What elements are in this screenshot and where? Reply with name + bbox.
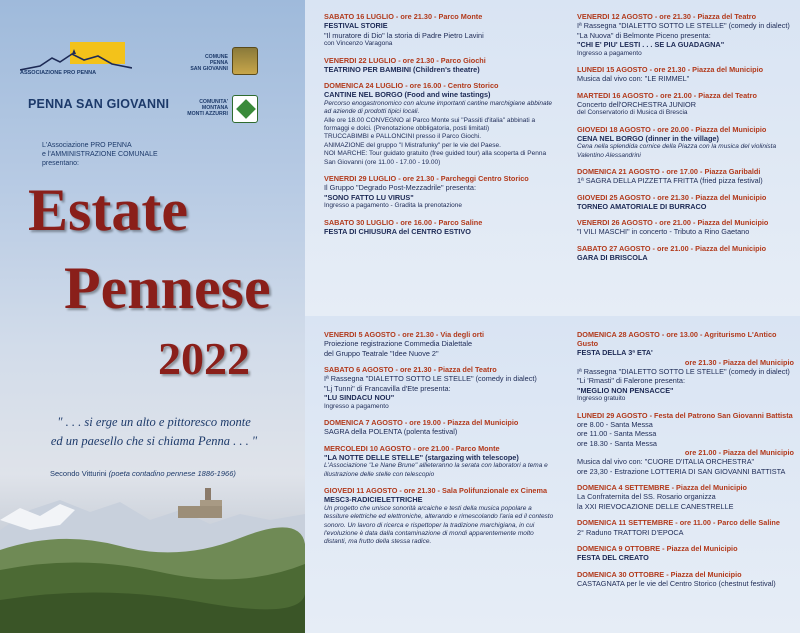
event-line: "La Nuova" di Belmonte Piceno presenta: [577,30,711,40]
event-date: SABATO 27 AGOSTO - ore 21.00 - Piazza del Municipio [577,243,767,253]
event-date: GIOVEDI 25 AGOSTO - ore 21.30 - Piazza del Municipio [577,192,767,202]
event-date: VENERDI 12 AGOSTO - ore 21.30 - Piazza del Teatro [577,12,757,21]
event-date: GIOVEDI 11 AGOSTO - ore 21.30 - Sala Polifunzionale ex Cinema [324,486,548,496]
town-title: PENNA SAN GIOVANNI [28,97,170,111]
event-line: Musica dal vivo con: "CUORE D'ITALIA ORCHESTRA" [577,457,755,467]
cover-panel [0,0,305,633]
event-date: DOMENICA 4 SETTEMBRE - Piazza del Municipio [577,483,748,493]
event-item [324,56,554,75]
event-date: VENERDI 29 LUGLIO - ore 21.30 - Parcheggi Centro Storico [324,174,529,184]
intro-line-2: e l'AMMINISTRAZIONE COMUNALE [42,151,158,159]
event-item [577,244,794,263]
event-date: DOMENICA 11 SETTEMBRE - ore 11.00 - Parco delle Saline [577,518,780,528]
event-date: MARTEDI 16 AGOSTO - ore 21.00 - Piazza del Teatro [577,90,757,100]
event-date: LUNEDI 29 AGOSTO - Festa del Patrono San Giovanni Battista [577,410,793,420]
event-line: ANIMAZIONE del gruppo "I Mistrafunky" per le vie del Paese. [324,141,501,149]
event-line: Ingresso a pagamento [324,402,389,410]
event-line: MESC3-RADICIELETTRICHE [324,495,423,505]
landscape-illustration [0,480,305,633]
event-item [324,218,554,237]
event-line: Proiezione registrazione Commedia Dialettale [324,339,473,349]
event-line: TEATRINO PER BAMBINI (Children's theatre) [324,64,480,74]
poet-credit [50,469,236,478]
event-date: LUNEDI 15 AGOSTO - ore 21.30 - Piazza del Municipio [577,65,764,74]
event-line: Ingresso gratuito [577,395,626,403]
event-line: Il Gruppo "Degrado Post-Mezzadrile" presenta: [324,183,477,193]
quote-line-1: " . . . si erge un alto e pittoresco monte [57,415,251,429]
event-date: VENERDI 5 AGOSTO - ore 21.30 - Via degli orti [324,330,485,339]
intro-text [42,141,242,168]
poet-name: Secondo Vitturini [50,469,107,478]
poem-quote [14,413,294,451]
event-line: ore 23,30 - Estrazione LOTTERIA DI SAN GIOVANNI BATTISTA [577,466,786,476]
intro-line-1: L'Associazione PRO PENNA [42,142,132,149]
association-label: ASSOCIAZIONE PRO PENNA [20,70,97,76]
event-date: DOMENICA 28 AGOSTO - ore 13.00 - Agriturismo L'Antico Gusto [577,330,777,349]
title-estate: Estate [28,177,188,243]
event-date: DOMENICA 30 OTTOBRE - Piazza del Municipio [577,569,742,579]
event-line: del Gruppo Teatrale "Idee Nuove 2" [324,348,439,358]
event-item [324,330,554,358]
event-line: L'Associazione "Le Nane Brune" allieteranno la serata con laboratori a tema e illustrazione delle stelle con telescopio [324,462,548,478]
event-item [577,125,794,160]
event-line: TRUCCABIMBI e PALLONCINI presso il Parco Giochi. [324,133,482,141]
comunita-crest-icon [232,95,258,123]
event-item [324,174,554,211]
event-line: Cena nella splendida cornice della Piazza con la musica del violinista Valentino Alessandrini [577,143,777,159]
event-item [324,486,554,547]
event-item [577,65,794,84]
event-date: SABATO 16 LUGLIO - ore 21.30 - Parco Monte [324,12,483,21]
event-date: DOMENICA 21 AGOSTO - ore 17.00 - Piazza Garibaldi [577,167,761,177]
event-line: Iª Rassegna "DIALETTO SOTTO LE STELLE" (comedy in dialect) [577,366,790,376]
event-item [577,483,794,511]
event-line: CASTAGNATA per le vie del Centro Storico (chestnut festival) [577,578,776,588]
event-date: SABATO 30 LUGLIO - ore 16.00 - Parco Saline [324,217,483,227]
events-july-panel [305,0,560,316]
event-line: la XXI RIEVOCAZIONE DELLE CANESTRELLE [577,501,734,511]
event-line: Alle ore 18.00 CONVEGNO al Parco Monte sui "Passiti d'italia" abbinati a formaggi e dolci. (Prenotazione obbligatoria, posti limitati) [324,116,536,133]
event-line: Ingresso a pagamento [577,49,642,57]
intro-line-3: presentano: [42,160,79,168]
event-item [577,218,794,237]
event-line: La Confraternita del SS. Rosario organizza [577,492,716,502]
event-item [577,167,794,186]
event-item [324,81,554,167]
event-line: del Conservatorio di Musica di Brescia [577,109,688,117]
event-item [577,12,794,58]
comune-crest-icon [232,47,258,75]
event-item [324,12,554,49]
event-line: "SONO FATTO LU VIRUS" [324,192,414,202]
event-line: Un progetto che unisce sonorità arcaiche e testi della musica popolare a tessiture elettriche ed elettroniche, alterando e rimescolando l'aria ed il contesto sonoro. Un lavoro di ricerca e rispettoper la tradizione marchigiana, in cui l'evoluzione è data dalla contaminazione di mondi apparentemente molto distanti, ma frutto della stessa radice. [324,504,554,546]
event-date: DOMENICA 24 LUGLIO - ore 16.00 - Centro Storico [324,81,499,91]
event-line: "LA NOTTE DELLE STELLE" (stargazing with telescope) [324,452,519,462]
event-line: con Vincenzo Varagona [324,40,393,48]
event-date: MERCOLEDI 10 AGOSTO - ore 21.00 - Parco Monte [324,443,500,453]
event-line: "I VILI MASCHI" in concerto - Tributo a Rino Gaetano [577,227,750,237]
event-item [324,444,554,479]
event-date: VENERDI 22 LUGLIO - ore 21.30 - Parco Giochi [324,55,486,65]
event-line: "Li 'Rmasti" di Falerone presenta: [577,376,685,386]
event-item [577,330,794,404]
event-item [577,544,794,563]
event-item [324,365,554,411]
event-item [577,570,794,589]
event-time: ore 21.30 - Piazza del Municipio [684,357,794,367]
poet-note: (poeta contadino pennese 1886-1966) [108,469,236,478]
event-line: "MEGLIO NON PENSACCE" [577,385,674,395]
event-line: 2° Raduno TRATTORI D'EPOCA [577,527,684,537]
event-line: "Il muratore di Dio" la storia di Padre Pietro Lavini [324,30,484,40]
event-line: SAGRA della POLENTA (polenta festival) [324,427,458,437]
quote-line-2: ed un paesello che si chiama Penna . . . " [50,433,258,448]
event-line: CENA NEL BORGO (dinner in the village) [577,133,719,143]
event-line: FESTIVAL STORIE [324,21,388,31]
event-line: "CHI E' PIU' LESTI . . . SE LA GUADAGNA" [577,40,725,50]
event-date: GIOVEDI 18 AGOSTO - ore 20.00 - Piazza del Municipio [577,124,767,134]
event-line: Iª Rassegna "DIALETTO SOTTO LE STELLE" (comedy in dialect) [577,21,790,31]
event-line: Ingresso a pagamento - Gradita la prenotazione [324,202,463,210]
comunita-label: COMUNITA' MONTANA MONTI AZZURRI [187,99,228,118]
event-line: ore 11.00 - Santa Messa [577,429,657,439]
event-date: DOMENICA 7 AGOSTO - ore 19.00 - Piazza del Municipio [324,418,519,428]
event-date: VENERDI 26 AGOSTO - ore 21.00 - Piazza del Municipio [577,218,769,228]
event-item [577,411,794,477]
event-date: SABATO 6 AGOSTO - ore 21.30 - Piazza del Teatro [324,365,497,375]
event-item [324,418,554,437]
event-line: ore 18.30 - Santa Messa [577,438,657,448]
event-item [577,91,794,118]
event-line: "Lj Tunni" di Francavilla d'Ete presenta: [324,383,451,393]
events-august-late-panel [560,0,800,316]
event-line: FESTA DI CHIUSURA del CENTRO ESTIVO [324,226,471,236]
event-line: ore 8.00 - Santa Messa [577,419,653,429]
title-pennese: Pennese [64,255,271,321]
events-august-early-panel [305,316,560,633]
event-line: 1ª SAGRA DELLA PIZZETTA FRITTA (fried pizza festival) [577,176,763,186]
events-autumn-panel [560,316,800,633]
event-line: Percorso enogastronomico con alcune importanti cantine marchigiane abbinate ad aziende di prodotti tipici locali. [324,99,552,116]
comune-label: COMUNE PENNA SAN GIOVANNI [190,54,228,73]
event-line: TORNEO AMATORIALE DI BURRACO [577,201,707,211]
event-line: Iª Rassegna "DIALETTO SOTTO LE STELLE" (comedy in dialect) [324,374,537,384]
event-time: ore 21.00 - Piazza del Municipio [684,448,794,458]
event-line: GARA DI BRISCOLA [577,252,648,262]
event-line: "LU SINDACU NOU" [324,393,395,403]
event-item [577,193,794,212]
event-line: FESTA DEL CREATO [577,553,649,563]
event-date: DOMENICA 9 OTTOBRE - Piazza del Municipio [577,544,738,554]
event-line: Musica dal vivo con: "LE RIMMEL" [577,74,690,84]
event-item [577,518,794,537]
event-line: FESTA DELLA 3ª ETA' [577,348,653,358]
event-line: CANTINE NEL BORGO (Food and wine tastings) [324,90,491,100]
mountain-icon [20,48,132,72]
event-line: NOI MARCHE: Tour guidato gratuito (free guided tour) alla scoperta di Penna San Giovanni (ore 11.00 - 17.00 - 19.00) [324,150,547,166]
event-line: Concerto dell'ORCHESTRA JUNIOR [577,99,696,109]
title-year: 2022 [158,333,250,384]
